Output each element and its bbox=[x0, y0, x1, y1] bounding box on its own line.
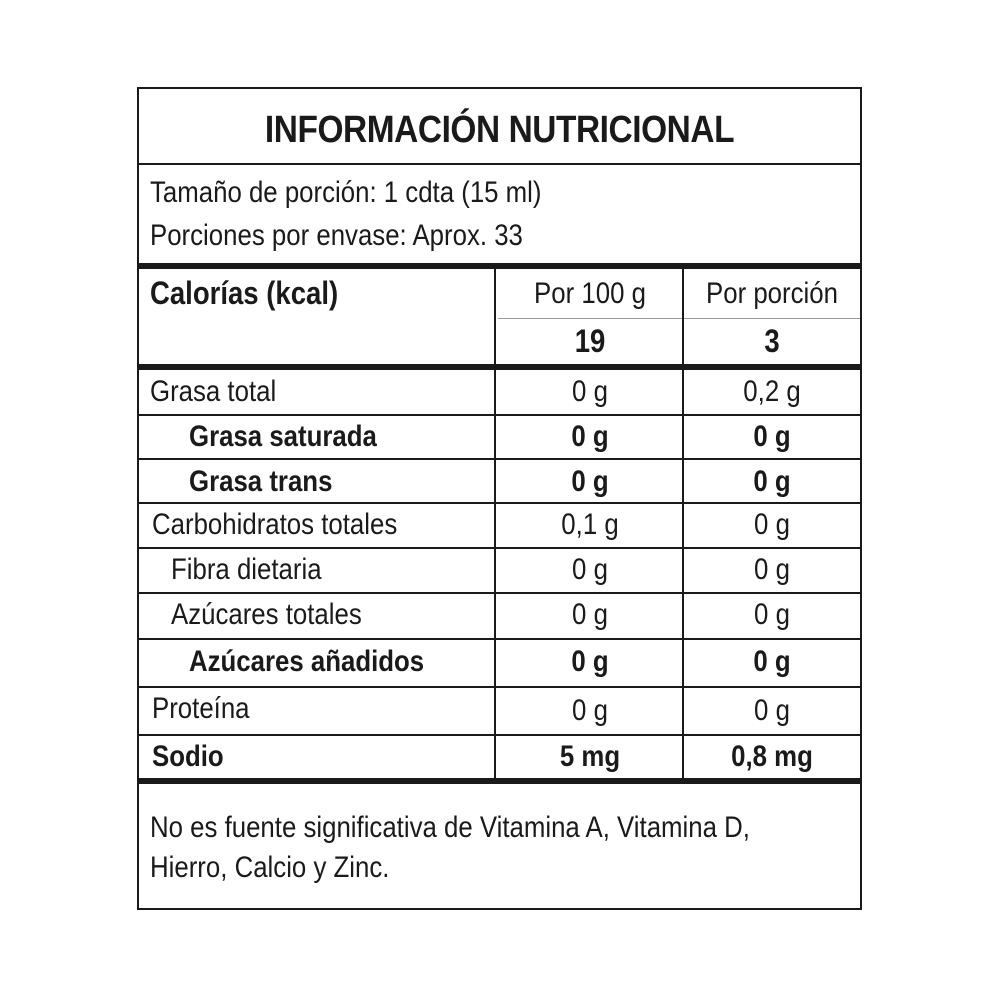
thick-divider bbox=[139, 778, 860, 784]
serving-size: Tamaño de porción: 1 cdta (15 ml) bbox=[150, 176, 542, 209]
label-title: INFORMACIÓN NUTRICIONAL bbox=[264, 109, 735, 151]
footnote-line: Hierro, Calcio y Zinc. bbox=[150, 851, 390, 884]
servings-per-container: Porciones por envase: Aprox. 33 bbox=[150, 219, 523, 252]
value-per-portion: 0 g bbox=[754, 553, 790, 586]
value-per-portion: 0 g bbox=[754, 508, 790, 541]
value-per-portion: 0 g bbox=[754, 694, 790, 727]
calories-per-portion: 3 bbox=[764, 323, 780, 359]
row-divider bbox=[139, 592, 860, 594]
value-per-portion: 0 g bbox=[754, 598, 790, 631]
value-per-100g: 0 g bbox=[571, 645, 609, 678]
column-header-per-portion: Por porción bbox=[706, 277, 838, 310]
nutrient-name: Grasa saturada bbox=[189, 420, 377, 453]
nutrient-name: Sodio bbox=[152, 740, 224, 773]
nutrient-name: Fibra dietaria bbox=[171, 553, 322, 586]
value-per-portion: 0,8 mg bbox=[731, 740, 813, 773]
value-per-100g: 0 g bbox=[571, 420, 609, 453]
thick-divider bbox=[139, 263, 860, 269]
nutrient-name: Grasa trans bbox=[189, 465, 333, 498]
value-per-100g: 0 g bbox=[572, 375, 608, 408]
row-divider bbox=[139, 734, 860, 736]
nutrient-name: Azúcares añadidos bbox=[189, 645, 425, 678]
value-per-portion: 0 g bbox=[753, 420, 791, 453]
column-header-per-100g: Por 100 g bbox=[534, 277, 646, 310]
value-per-100g: 0,1 g bbox=[561, 508, 619, 541]
divider bbox=[139, 163, 860, 165]
row-divider bbox=[139, 414, 860, 416]
value-per-portion: 0,2 g bbox=[743, 375, 801, 408]
value-per-portion: 0 g bbox=[753, 465, 791, 498]
value-per-portion: 0 g bbox=[753, 645, 791, 678]
nutrient-name: Carbohidratos totales bbox=[152, 508, 398, 541]
value-per-100g: 0 g bbox=[572, 598, 608, 631]
value-per-100g: 0 g bbox=[572, 553, 608, 586]
column-separator bbox=[494, 269, 496, 780]
value-per-100g: 0 g bbox=[572, 694, 608, 727]
calories-per-100g: 19 bbox=[574, 323, 606, 359]
row-divider bbox=[139, 686, 860, 688]
nutrient-name: Proteína bbox=[152, 692, 250, 725]
row-divider bbox=[139, 547, 860, 549]
column-separator bbox=[682, 269, 684, 780]
header-sub-divider bbox=[498, 318, 860, 319]
value-per-100g: 0 g bbox=[571, 465, 609, 498]
row-divider bbox=[139, 458, 860, 460]
nutrition-label bbox=[137, 87, 862, 910]
value-per-100g: 5 mg bbox=[559, 740, 621, 773]
calories-label: Calorías (kcal) bbox=[150, 275, 339, 311]
nutrient-name: Grasa total bbox=[150, 375, 277, 408]
thick-divider bbox=[139, 364, 860, 370]
row-divider bbox=[139, 638, 860, 640]
row-divider bbox=[139, 502, 860, 504]
nutrient-name: Azúcares totales bbox=[171, 598, 362, 631]
footnote-line: No es fuente significativa de Vitamina A, Vitamina D, bbox=[150, 811, 750, 844]
